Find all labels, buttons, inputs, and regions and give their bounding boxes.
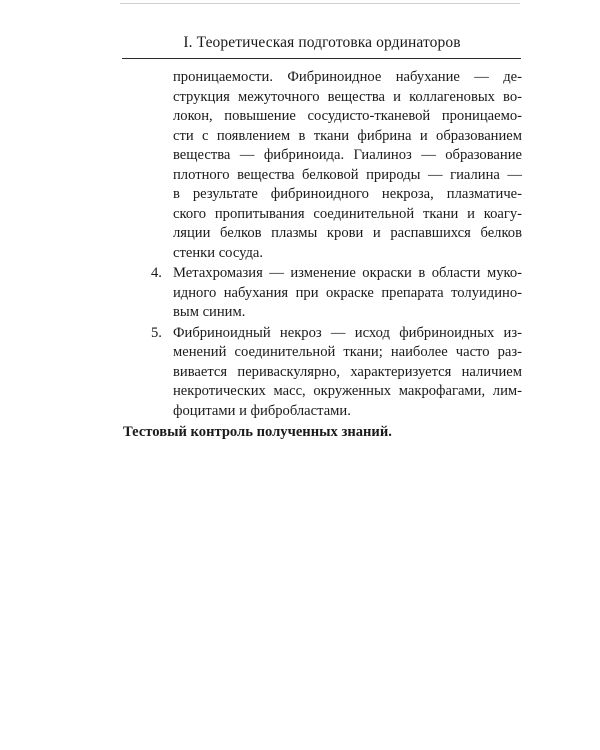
paragraph-line: некротических масс, окруженных макрофагами, лим- xyxy=(173,383,522,399)
paragraph-line: ского пропитывания соединительной ткани и коагу- xyxy=(173,205,522,222)
paragraph-line: проницаемости. Фибриноидное набухание — де- xyxy=(173,69,522,85)
list-item-4 xyxy=(122,264,522,323)
paragraph-line: Фибриноидный некроз — исход фибриноидных из- xyxy=(173,324,522,341)
paragraph-line: локон, повышение сосудисто-тканевой проницаемо- xyxy=(173,108,522,124)
running-head: I. Теоретическая подготовка ординаторов xyxy=(183,34,461,51)
list-item-text xyxy=(122,264,522,323)
paragraph-line: вещества — фибриноида. Гиалиноз — образование xyxy=(173,147,522,163)
paragraph-line: Метахромазия — изменение окраски в области муко- xyxy=(173,265,522,281)
paragraph-line: менений соединительной ткани; наиболее часто раз- xyxy=(173,344,522,360)
paragraph-line: сти с появлением в ткани фибрина и образованием xyxy=(173,127,522,144)
section-heading: Тестовый контроль полученных знаний. xyxy=(123,424,392,440)
paragraph-line: вым синим. xyxy=(173,304,246,320)
paragraph-line: стенки сосуда. xyxy=(173,244,264,261)
paragraph-line: идного набухания при окраске препарата толуидино- xyxy=(173,284,522,301)
top-edge-rule xyxy=(120,3,520,4)
paragraph-line: фоцитами и фибробластами. xyxy=(173,402,351,419)
list-item-text xyxy=(122,324,522,422)
list-item-5 xyxy=(122,324,522,422)
paragraph-line: струкция межуточного вещества и коллагеновых во- xyxy=(173,88,522,105)
paragraph-line: вивается периваскулярно, характеризуется наличием xyxy=(173,363,522,380)
paragraph-line: плотного вещества белковой природы — гиалина — xyxy=(173,166,522,183)
list-number: 4. xyxy=(151,265,162,281)
header-rule xyxy=(122,58,521,59)
paragraph-line: в результате фибриноидного некроза, плазматиче- xyxy=(173,186,522,202)
page-body xyxy=(122,68,522,443)
continuation-paragraph xyxy=(122,68,522,263)
list-number: 5. xyxy=(151,324,162,341)
paragraph-line: ляции белков плазмы крови и распавшихся белков xyxy=(173,225,522,241)
